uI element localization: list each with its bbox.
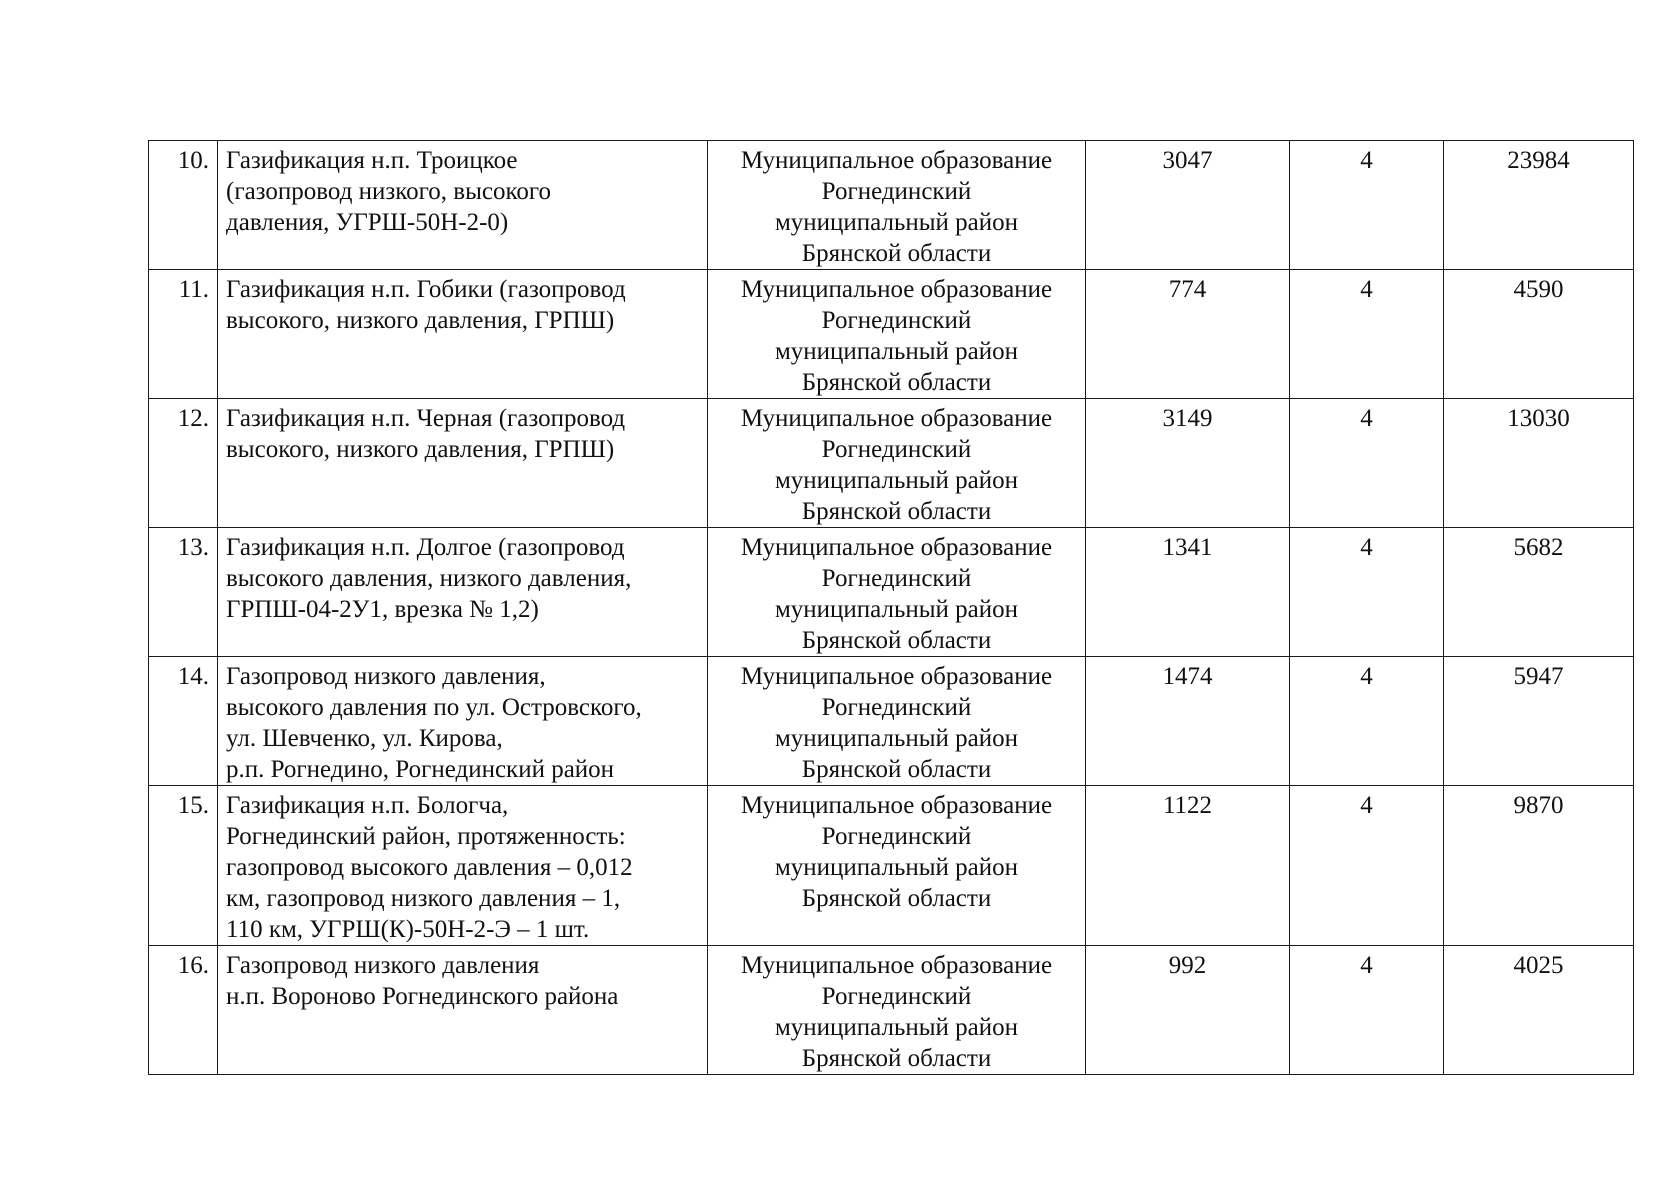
owner-cell: Муниципальное образование Рогнединский муниципальный район Брянской области — [708, 528, 1086, 657]
value-cell-5: 4 — [1290, 141, 1444, 270]
data-table — [148, 140, 1634, 1075]
row-number-cell: 15. — [149, 786, 218, 946]
value-cell-4: 774 — [1086, 270, 1290, 399]
value-cell-4: 992 — [1086, 946, 1290, 1075]
row-number-cell: 10. — [149, 141, 218, 270]
row-number-cell: 12. — [149, 399, 218, 528]
table-row — [149, 786, 1634, 946]
object-name-cell: Газопровод низкого давления, высокого давления по ул. Островского, ул. Шевченко, ул. Кирова, р.п. Рогнедино, Рогнединский район — [218, 657, 708, 786]
value-cell-6: 13030 — [1444, 399, 1634, 528]
value-cell-6: 4590 — [1444, 270, 1634, 399]
value-cell-6: 5947 — [1444, 657, 1634, 786]
value-cell-4: 1122 — [1086, 786, 1290, 946]
value-cell-4: 3047 — [1086, 141, 1290, 270]
object-name-cell: Газопровод низкого давления н.п. Вороново Рогнединского района — [218, 946, 708, 1075]
table-row — [149, 946, 1634, 1075]
object-name-cell: Газификация н.п. Бологча, Рогнединский район, протяженность: газопровод высокого давления – 0,012 км, газопровод низкого давления – 1, 110 км, УГРШ(К)-50Н-2-Э – 1 шт. — [218, 786, 708, 946]
owner-cell: Муниципальное образование Рогнединский муниципальный район Брянской области — [708, 141, 1086, 270]
table-row — [149, 528, 1634, 657]
object-name-cell: Газификация н.п. Черная (газопровод высокого, низкого давления, ГРПШ) — [218, 399, 708, 528]
owner-cell: Муниципальное образование Рогнединский муниципальный район Брянской области — [708, 786, 1086, 946]
value-cell-5: 4 — [1290, 946, 1444, 1075]
row-number-cell: 13. — [149, 528, 218, 657]
value-cell-5: 4 — [1290, 270, 1444, 399]
value-cell-6: 4025 — [1444, 946, 1634, 1075]
owner-cell: Муниципальное образование Рогнединский муниципальный район Брянской области — [708, 399, 1086, 528]
owner-cell: Муниципальное образование Рогнединский муниципальный район Брянской области — [708, 657, 1086, 786]
owner-cell: Муниципальное образование Рогнединский муниципальный район Брянской области — [708, 270, 1086, 399]
row-number-cell: 14. — [149, 657, 218, 786]
value-cell-5: 4 — [1290, 657, 1444, 786]
owner-cell: Муниципальное образование Рогнединский муниципальный район Брянской области — [708, 946, 1086, 1075]
value-cell-6: 5682 — [1444, 528, 1634, 657]
object-name-cell: Газификация н.п. Долгое (газопровод высокого давления, низкого давления, ГРПШ-04-2У1, врезка № 1,2) — [218, 528, 708, 657]
object-name-cell: Газификация н.п. Гобики (газопровод высокого, низкого давления, ГРПШ) — [218, 270, 708, 399]
value-cell-5: 4 — [1290, 528, 1444, 657]
value-cell-6: 9870 — [1444, 786, 1634, 946]
row-number-cell: 11. — [149, 270, 218, 399]
value-cell-5: 4 — [1290, 399, 1444, 528]
object-name-cell: Газификация н.п. Троицкое (газопровод низкого, высокого давления, УГРШ-50Н-2-0) — [218, 141, 708, 270]
value-cell-5: 4 — [1290, 786, 1444, 946]
table-row — [149, 141, 1634, 270]
row-number-cell: 16. — [149, 946, 218, 1075]
table-row — [149, 657, 1634, 786]
table-row — [149, 270, 1634, 399]
table-row — [149, 399, 1634, 528]
value-cell-6: 23984 — [1444, 141, 1634, 270]
value-cell-4: 1341 — [1086, 528, 1290, 657]
value-cell-4: 3149 — [1086, 399, 1290, 528]
value-cell-4: 1474 — [1086, 657, 1290, 786]
